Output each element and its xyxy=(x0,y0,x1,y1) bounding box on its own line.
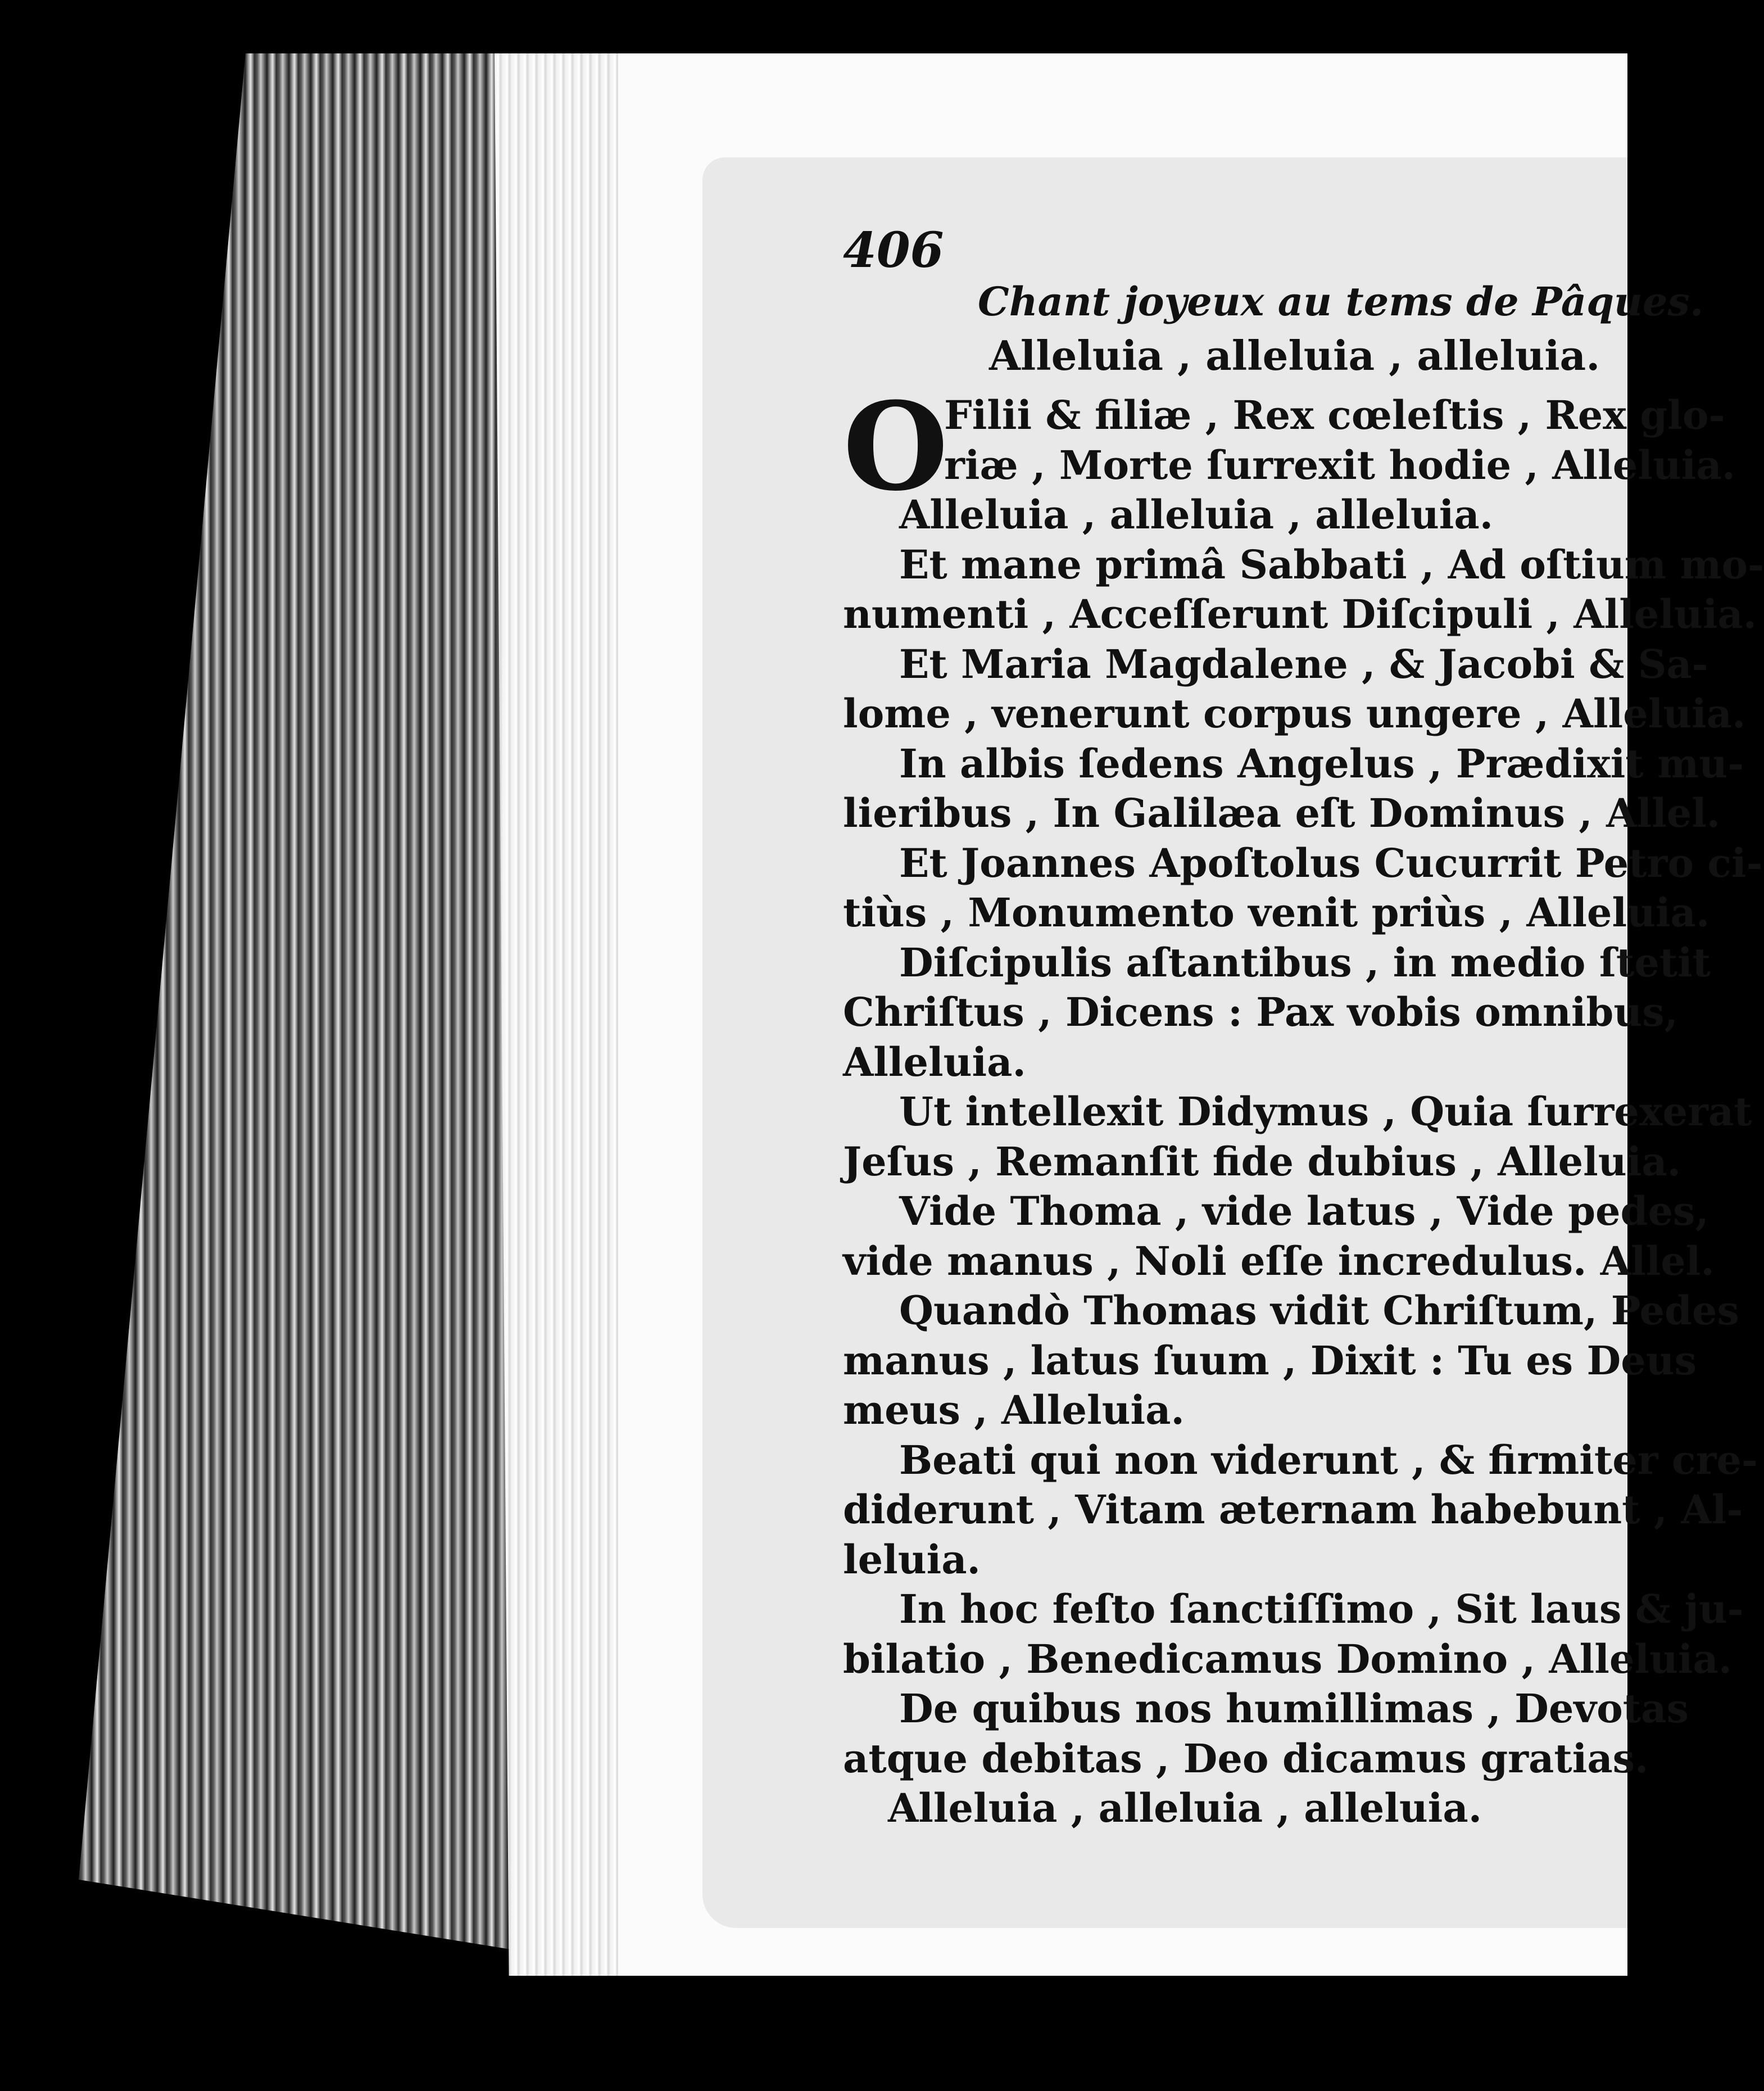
verse-line: riæ , Morte ſurrexit hodie , Alleluia. xyxy=(944,441,1736,488)
verse-line: Et Joannes Apoſtolus Cucurrit Petro ci- xyxy=(899,839,1763,886)
verse-line: Filii & filiæ , Rex cœleſtis , Rex glo- xyxy=(944,392,1725,438)
verse-line: tiùs , Monumento venit priùs , Alleluia. xyxy=(843,889,1710,936)
verse-line: vide manus , Noli eſſe incredulus. Allel. xyxy=(843,1237,1715,1284)
verse-line: manus , latus ſuum , Dixit : Tu es Deus xyxy=(843,1337,1697,1384)
verse-line: Quandò Thomas vidit Chriſtum, Pedes xyxy=(899,1287,1739,1334)
verse-line: Et Maria Magdalene , & Jacobi & Sa- xyxy=(899,640,1708,687)
verse-line: lieribus , In Galilæa eſt Dominus , Allel. xyxy=(843,790,1721,836)
verse-line: Et mane primâ Sabbati , Ad oſtium mo- xyxy=(899,541,1764,588)
verse-line: atque debitas , Deo dicamus gratias. xyxy=(843,1735,1649,1782)
verse-line: Jeſus , Remanſit fide dubius , Alleluia. xyxy=(843,1138,1681,1185)
verse-line: bilatio , Benedicamus Domino , Alleluia. xyxy=(843,1635,1733,1682)
drop-cap: O xyxy=(843,375,949,518)
opening-refrain: Alleluia , alleluia , alleluia. xyxy=(989,332,1600,379)
verse-line: diderunt , Vitam æternam habebunt , Al- xyxy=(843,1486,1743,1533)
verse-line: De quibus nos humillimas , Devotas xyxy=(899,1685,1689,1732)
verse-line: Diſcipulis aſtantibus , in medio ſtetit xyxy=(899,939,1711,986)
hymn-verses xyxy=(843,375,1764,1834)
verse-line: Beati qui non viderunt , & firmiter cre- xyxy=(899,1436,1758,1483)
verse-line: Alleluia , alleluia , alleluia. xyxy=(899,491,1494,538)
verse-line: Vide Thoma , vide latus , Vide pedes, xyxy=(899,1188,1709,1234)
page-content xyxy=(843,222,1764,1886)
verse-line: Chriſtus , Dicens : Pax vobis omnibus, xyxy=(843,989,1679,1035)
verse-line: Ut intellexit Didymus , Quia ſurrexerat xyxy=(899,1088,1752,1135)
verse-line: In hoc feſto ſanctiſſimo , Sit laus & ju- xyxy=(899,1586,1744,1632)
verse-line: lome , venerunt corpus ungere , Alleluia. xyxy=(843,690,1746,737)
verse-line: Alleluia. xyxy=(843,1038,1026,1085)
verse-line: In albis ſedens Angelus , Prædixit mu- xyxy=(899,740,1744,787)
verse-line: numenti , Acceſſerunt Diſcipuli , Alleluia. xyxy=(843,591,1757,637)
page-number: 406 xyxy=(843,222,944,279)
closing-refrain: Alleluia , alleluia , alleluia. xyxy=(888,1785,1482,1831)
hymn-title: Chant joyeux au tems de Pâques. xyxy=(978,278,1704,325)
verse-line: leluia. xyxy=(843,1536,981,1583)
verse-line: meus , Alleluia. xyxy=(843,1387,1185,1433)
